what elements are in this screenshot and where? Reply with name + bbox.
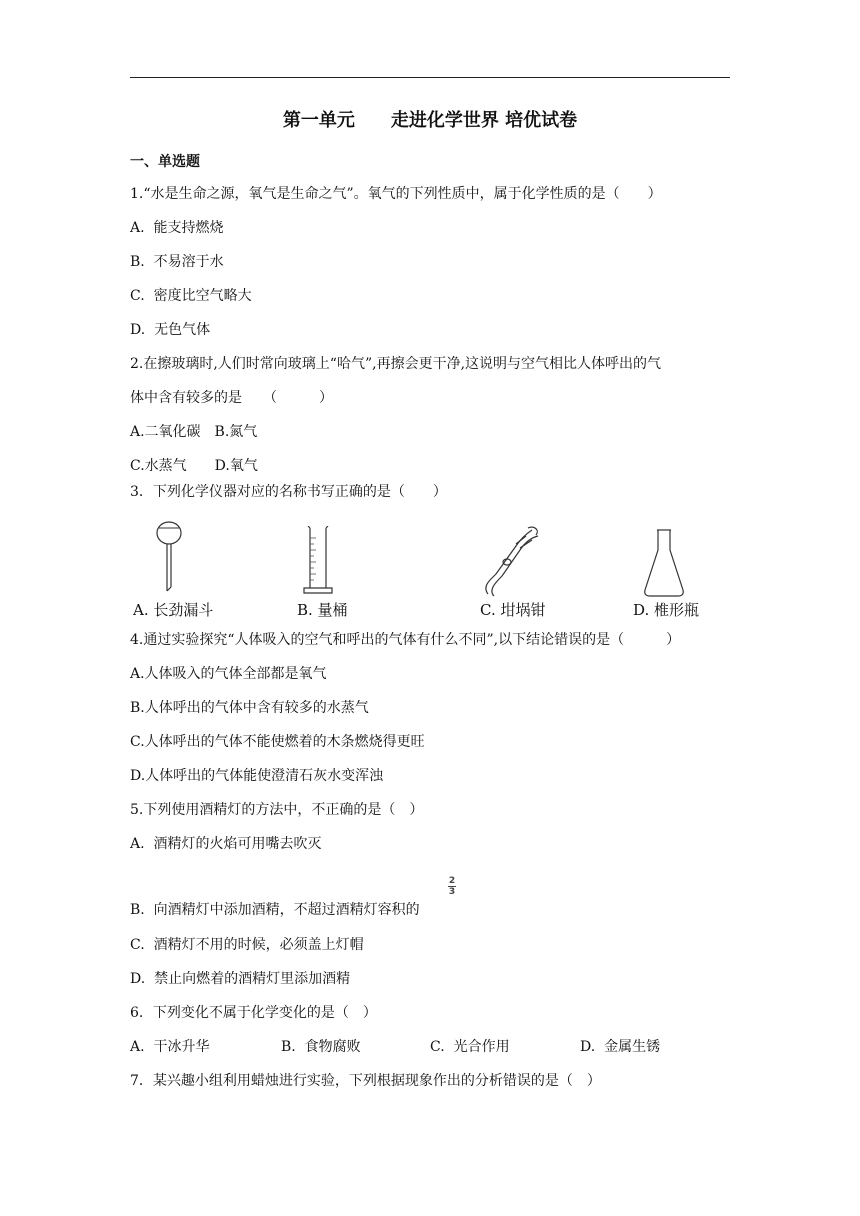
question-1-option-b: B. 不易溶于水 <box>130 254 224 270</box>
crucible-tongs-image <box>480 526 542 598</box>
fraction-two-thirds <box>447 876 457 897</box>
header-rule <box>130 77 730 78</box>
question-4-option-b: B.人体呼出的气体中含有较多的水蒸气 <box>130 700 369 716</box>
question-4-stem: 4.通过实验探究“人体吸入的空气和呼出的气体有什么不同”,以下结论错误的是（ ） <box>130 632 681 648</box>
question-6-option-c: C. 光合作用 <box>430 1039 510 1055</box>
figure-a-caption: A. 长劲漏斗 <box>133 601 214 619</box>
fraction-denominator: 3 <box>448 887 456 897</box>
question-3-stem: 3．下列化学仪器对应的名称书写正确的是（ ） <box>130 484 447 500</box>
question-5-stem: 5.下列使用酒精灯的方法中，不正确的是（ ） <box>130 802 424 818</box>
question-5-option-a: A. 酒精灯的火焰可用嘴去吹灭 <box>130 836 322 852</box>
question-2-stem-line-2: 体中含有较多的是 （ ） <box>130 390 333 406</box>
question-6-option-d: D. 金属生锈 <box>580 1039 661 1055</box>
long-neck-funnel-image <box>150 519 190 599</box>
question-6-stem: 6．下列变化不属于化学变化的是（ ） <box>130 1005 377 1021</box>
figure-c-caption: C. 坩埚钳 <box>480 601 546 619</box>
figure-d-caption: D. 椎形瓶 <box>633 601 700 619</box>
question-5-option-b: B. 向酒精灯中添加酒精，不超过酒精灯容积的 <box>130 902 420 918</box>
question-6-option-b: B. 食物腐败 <box>281 1039 361 1055</box>
question-2-options-line-2: C.水蒸气 D.氧气 <box>130 458 258 474</box>
question-4-option-d: D.人体呼出的气体能使澄清石灰水变浑浊 <box>130 768 384 784</box>
section-heading: 一、单选题 <box>130 154 200 170</box>
question-1-option-a: A. 能支持燃烧 <box>130 220 224 236</box>
question-2-options-line-1: A.二氧化碳 B.氮气 <box>130 424 258 440</box>
question-1-option-c: C. 密度比空气略大 <box>130 288 252 304</box>
question-7-stem: 7．某兴趣小组利用蜡烛进行实验，下列根据现象作出的分析错误的是（ ） <box>130 1073 601 1089</box>
question-5-option-c: C. 酒精灯不用的时候，必须盖上灯帽 <box>130 937 364 953</box>
conical-flask-image <box>642 528 686 598</box>
graduated-cylinder-image <box>301 526 337 598</box>
question-6-option-a: A. 干冰升华 <box>130 1039 210 1055</box>
question-4-option-c: C.人体呼出的气体不能使燃着的木条燃烧得更旺 <box>130 734 425 750</box>
question-5-option-d: D. 禁止向燃着的酒精灯里添加酒精 <box>130 971 351 987</box>
question-2-stem-line-1: 2.在擦玻璃时,人们时常向玻璃上“哈气”,再擦会更干净,这说明与空气相比人体呼出的气 <box>130 356 662 372</box>
question-1-stem: 1.“水是生命之源，氧气是生命之气”。氧气的下列性质中，属于化学性质的是（ ） <box>130 186 662 202</box>
question-4-option-a: A.人体吸入的气体全部都是氧气 <box>130 666 327 682</box>
question-1-option-d: D. 无色气体 <box>130 322 211 338</box>
page-title: 第一单元 走进化学世界 培优试卷 <box>282 110 578 131</box>
figure-b-caption: B. 量桶 <box>297 601 348 619</box>
fraction-numerator: 2 <box>448 876 456 886</box>
